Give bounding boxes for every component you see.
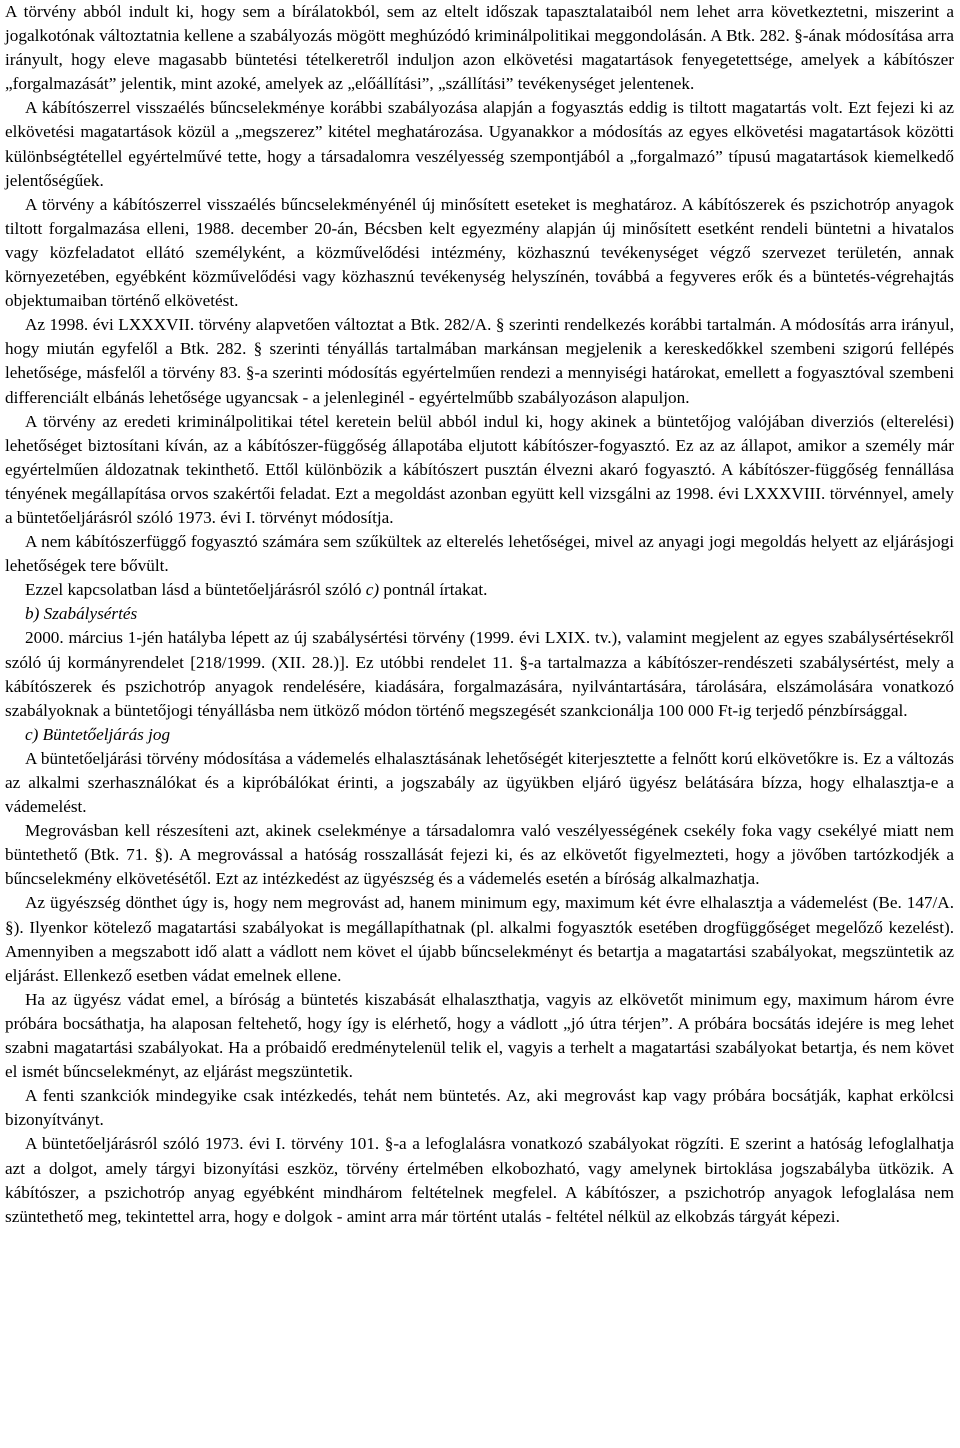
see-also-point-reference: c) [365,580,380,600]
section-heading-misdemeanor: b) Szabálysértés [25,604,138,624]
paragraph-measures-not-punishment: A fenti szankciók mindegyike csak intézkedés, tehát nem büntetés. Az, aki megrovást kap vagy próbára bocsátják, kaphat erkölcsi bizonyítványt. [5,1086,954,1130]
paragraph-1998-amendment: Az 1998. évi LXXXVII. törvény alapvetően változtat a Btk. 282/A. § szerinti rendelkezés korábbi tartalmán. A módosítás arra irányul, hogy miután egyfelől a Btk. 282. § szerinti tényállás tartalmában markánsan megjelenik a kereskedőkkel szembeni szigorú fellépés lehetősége, másfelől a törvény 83. §-a szerinti módosítás egyértelműen rendezi a mennyiségi határokat, emellett a fogyasztóval szembeni differenciált elbánás lehetősége ugyancsak - a jelenleginél - egyértelműbb szabályozáson alapuljon. [5,315,954,407]
paragraph-non-addicted-user: A nem kábítószerfüggő fogyasztó számára sem szűkültek az elterelés lehetőségei, mivel az anyagi jogi megoldás helyett az eljárásjogi lehetőségek tere bővült. [5,532,954,576]
paragraph-probation: Ha az ügyész vádat emel, a bíróság a büntetés kiszabását elhalaszthatja, vagyis az elkövetőt minimum egy, maximum három évre próbára bocsáthatja, ha alaposan feltehető, hogy így is elérhető, hogy a vádlott „jó útra térjen”. A próbára bocsátás idejére is meg lehet szabni magatartási szabályokat. Ha a próbaidő eredménytelenül telik el, vagyis a terhelt a magatartási szabályokat betartja, és nem követ el ismét bűncselekményt, az eljárást megszüntetik. [5,989,954,1082]
paragraph-see-also [5,578,954,602]
paragraph-seizure-rules: A büntetőeljárásról szóló 1973. évi I. törvény 101. §-a a lefoglalásra vonatkozó szabályokat rögzíti. E szerint a hatóság lefoglalhatja azt a dolgot, amely tárgyi bizonyítási eszköz, törvény értelmében elkobozható, vagy amelynek birtoklása jogszabályba ütközik. A kábítószer, a pszichotróp anyag egyébként mindhárom feltételnek megfelel. A kábítószer, a pszichotróp anyagok lefoglalása nem szüntethető meg, tekintettel arra, hogy e dolgok - amint arra már történt utalás - feltétel nélkül az elkobzás tárgyát képezi. [5,1134,954,1226]
paragraph-legislative-intent: A törvény abból indult ki, hogy sem a bírálatokból, sem az eltelt időszak tapasztalataiból nem lehet arra következtetni, miszerint a jogalkotónak változtatnia kellene a szabályozás mögött meghúzódó kriminálpolitikai meggondolásán. A Btk. 282. §-ának módosítása arra irányult, hogy eleve magasabb büntetési tételkeretről induljon azon elkövetési magatartások fenyegetettsége, amelyek a kábítószer „forgalmazását” jelentik, mint azoké, amelyek az „előállítási”, „szállítási” tevékenységet jelentenek. [5,2,954,94]
see-also-tail: pontnál írtakat. [379,580,488,600]
paragraph-qualified-cases: A törvény a kábítószerrel visszaélés bűncselekményénél új minősített eseteket is meghatároz. A kábítószerek és pszichotróp anyagok tiltott forgalmazása elleni, 1988. december 20-án, Bécsben kelt egyezmény alapján új minősített esetként rendeli büntetni a hivatalos vagy közfeladatot ellátó személyként, a közművelődési intézmény, közhasznú tevékenységet végző szervezet területén, annak környezetében, egyébként közművelődési vagy közhasznú tevékenység helyszínén, továbbá a fegyveres erők és a büntetés-végrehajtás objektumaiban történő elkövetést. [5,194,954,311]
paragraph-reprimand: Megrovásban kell részesíteni azt, akinek cselekménye a társadalomra való veszélyességének csekély foka vagy csekélyé miatt nem büntethető (Btk. 71. §). A megrovással a hatóság rosszallását fejezi ki, és az elkövetőt figyelmezteti, hogy a jövőben tartózkodjék a bűncselekmény elkövetésétől. Ezt az intézkedést az ügyészség és a vádemelés esetén a bíróság alkalmazhatja. [5,821,954,889]
see-also-text: Ezzel kapcsolatban lásd a büntetőeljárásról szóló [25,580,366,600]
paragraph-postponed-indictment: A büntetőeljárási törvény módosítása a vádemelés elhalasztásának lehetőségét kiterjesztette a felnőtt korú elkövetőkre is. Ez a változás az alkalmi szerhasználókat és a kipróbálókat érinti, a jogszabály az ügyükben eljáró ügyész belátására bízza, hogy elhalasztja-e a vádemelést. [5,748,954,817]
paragraph-misdemeanor-law: 2000. március 1-jén hatályba lépett az új szabálysértési törvény (1999. évi LXIX. tv.), valamint megjelent az egyes szabálysértésekről szóló új kormányrendelet [218/1999. (XII. 28.)]. Ez utóbbi rendelet 11. §-a tartalmazza a kábítószer-rendészeti szabálysértést, mely a kábítószerek és pszichotróp anyagok rendelésére, kiadására, forgalmazására, nyilvántartására, tárolására, elszámolására vonatkozó szabályoknak a büntetőjogi tényállásba nem ütköző módon történő megszegését szankcionálja 100 000 Ft-ig terjedő pénzbírsággal. [5,628,954,720]
section-heading-criminal-procedure: c) Büntetőeljárás jog [25,724,171,744]
paragraph-prosecutor-decision: Az ügyészség dönthet úgy is, hogy nem megrovást ad, hanem minimum egy, maximum két évre elhalasztja a vádemelést (Be. 147/A. §). Ilyenkor kötelező magatartási szabályokat is megállapíthatnak (pl. alkalmi fogyasztók esetében drogfüggőséget megelőző kezelést). Amennyiben a megszabott idő alatt a vádlott nem követ el újabb bűncselekményt és betartja a magatartási szabályokat, megszüntetik az eljárást. Ellenkező esetben vádat emelnek ellene. [5,893,954,985]
paragraph-consumption-prohibited: A kábítószerrel visszaélés bűncselekménye korábbi szabályozása alapján a fogyasztás eddig is tiltott magatartás volt. Ezt fejezi ki az elkövetési magatartások közül a „megszerez” kitétel meghatározása. Ugyanakkor a módosítás az egyes elkövetési magatartások közötti különbségtétellel egyértelművé tette, hogy a társadalomra veszélyesség szempontjából a „forgalmazó” típusú magatartások kiemelkedő jelentőségűek. [5,98,954,190]
paragraph-diversion: A törvény az eredeti kriminálpolitikai tétel keretein belül abból indul ki, hogy akinek a büntetőjog valójában diverziós (elterelési) lehetőséget biztosítani kíván, az a kábítószer-függőség állapotába eljutott kábítószer-fogyasztó. Ez az az állapot, amikor a személy már egyértelműen áldozatnak tekinthető. Ettől különbözik a kábítószert pusztán élvezni akaró fogyasztó. A kábítószer-függőség fennállása tényének megállapítása orvos szakértői feladat. Ezt a megoldást azonban együtt kell vizsgálni az 1998. évi LXXXVIII. törvénnyel, amely a büntetőeljárásról szóló 1973. évi I. törvényt módosítja. [5,411,954,527]
